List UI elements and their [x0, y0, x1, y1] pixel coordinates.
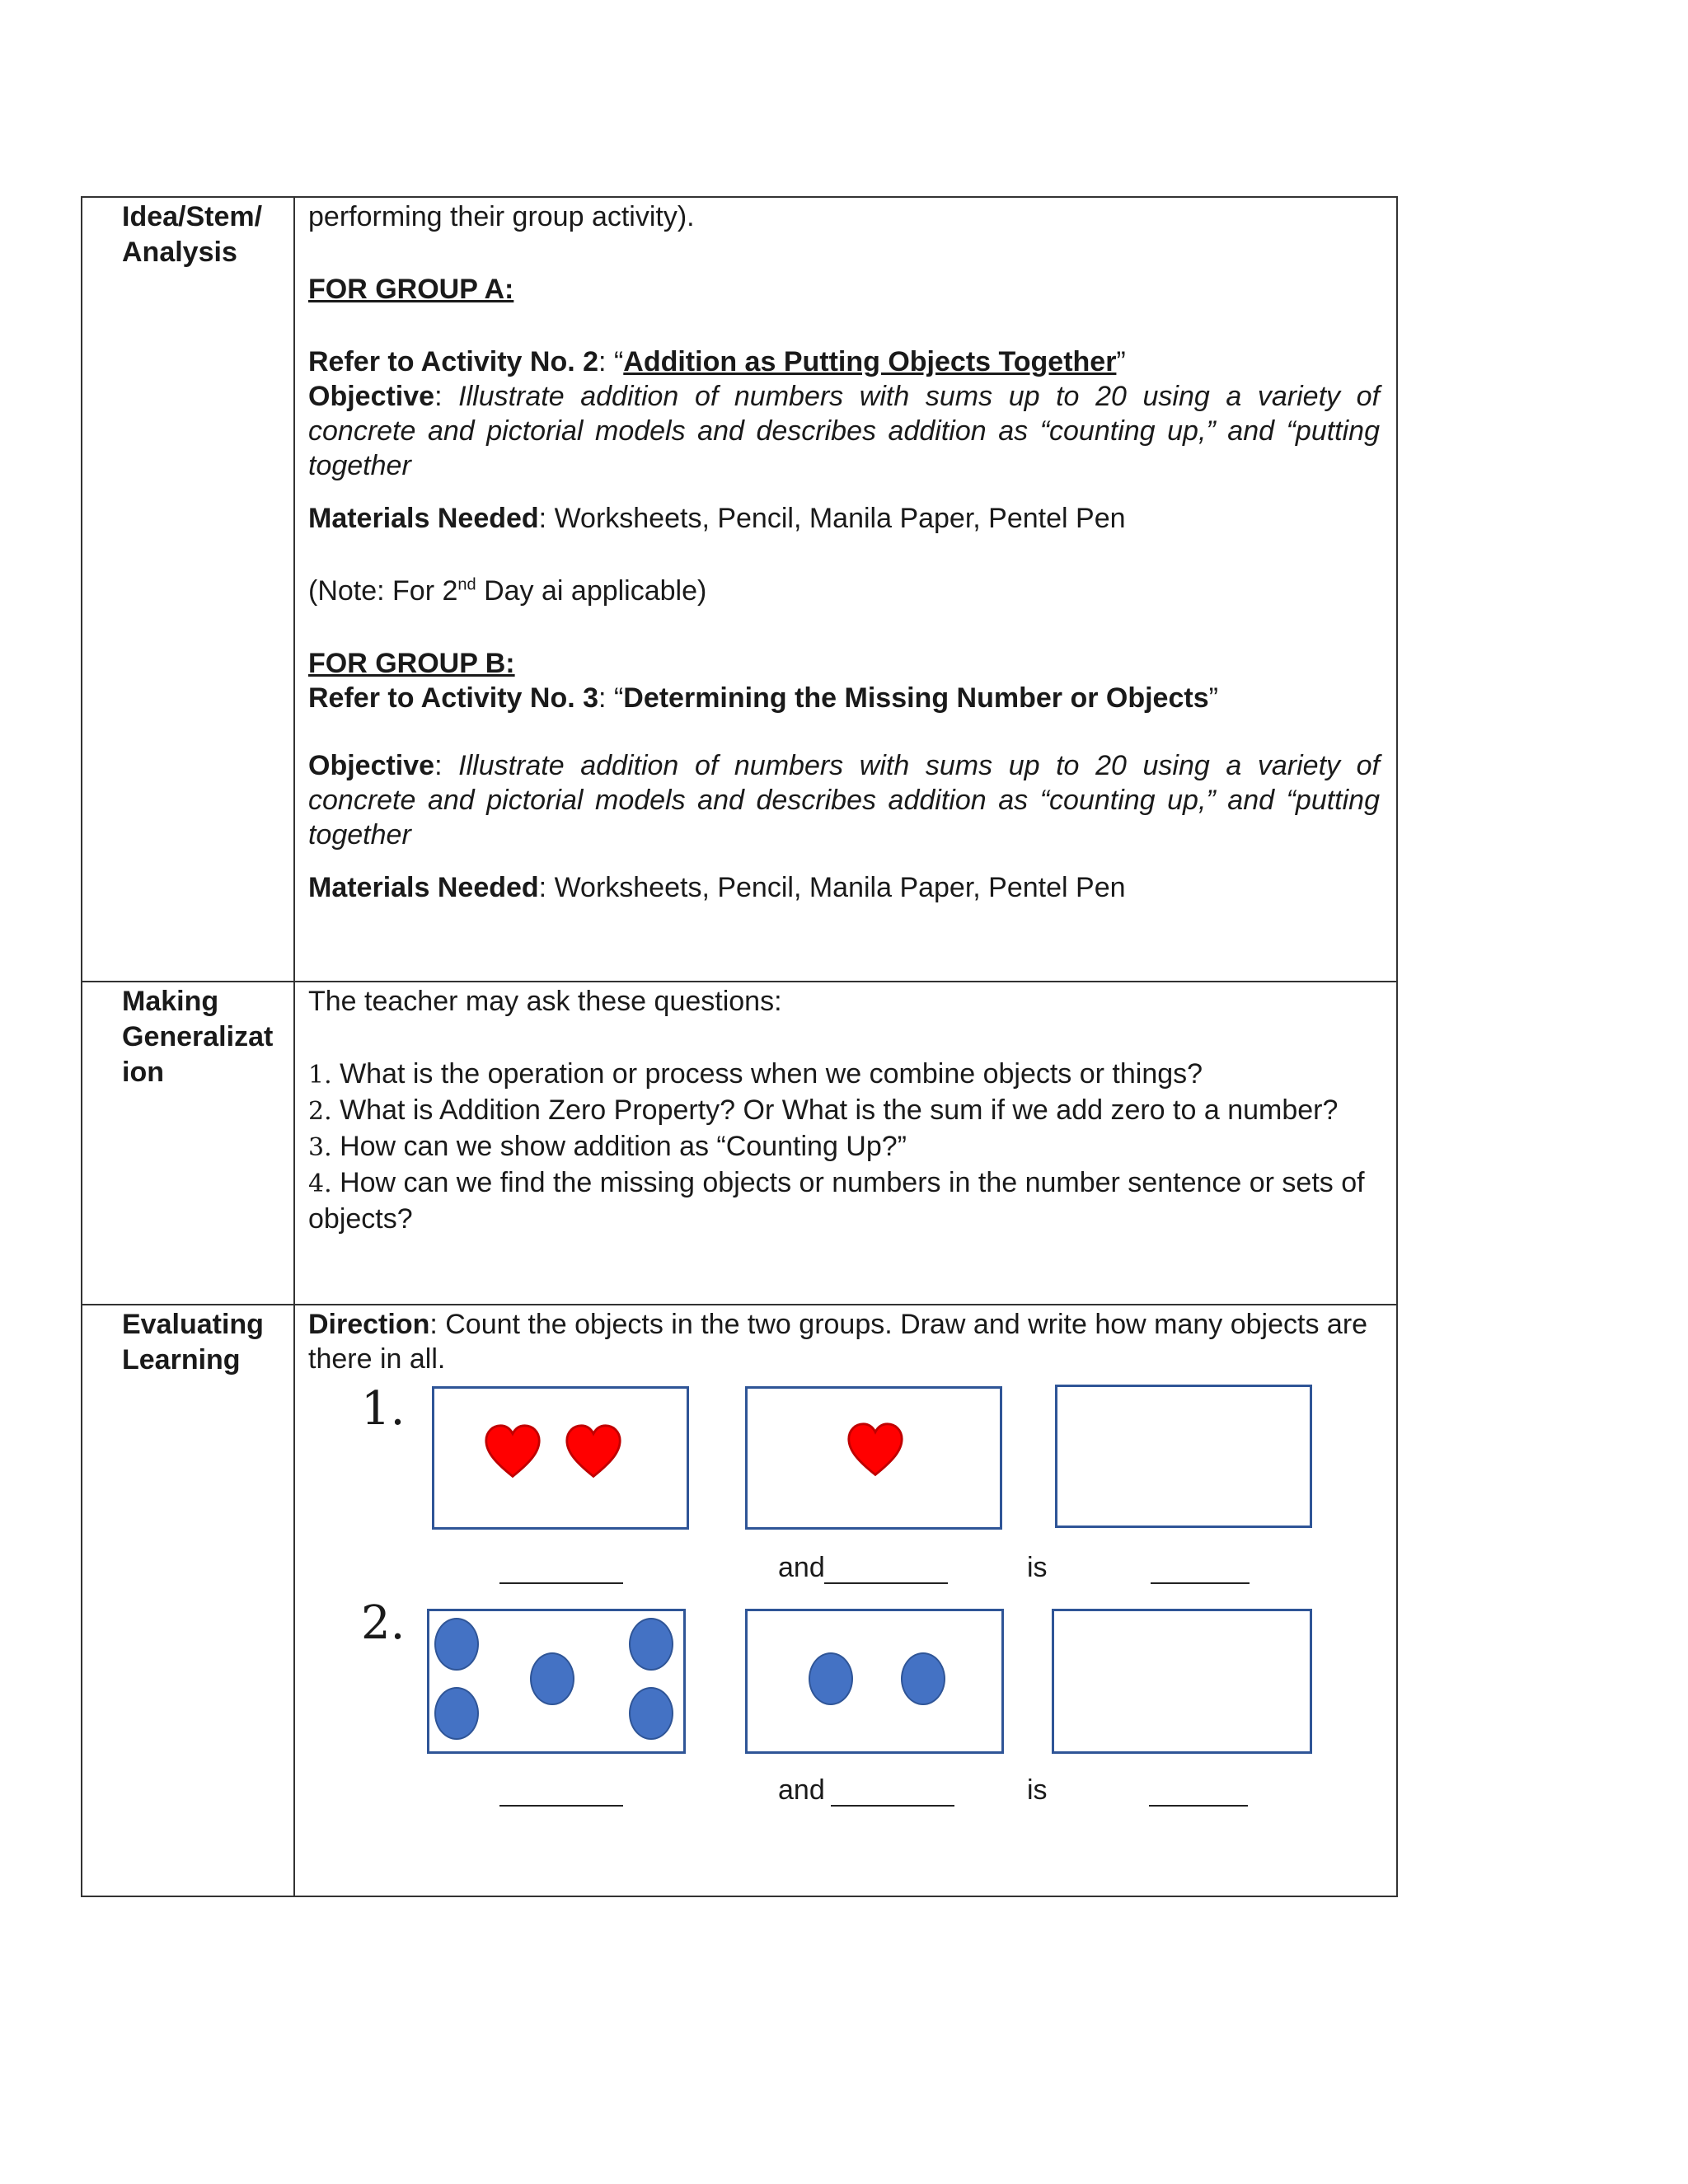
question-item: 4. How can we find the missing objects or numbers in the number sentence or sets of objects?: [308, 1167, 1365, 1235]
row-divider: [82, 1304, 1396, 1305]
answer-box[interactable]: [1052, 1609, 1312, 1754]
group-box-first: [427, 1609, 686, 1754]
group-box-first: [432, 1386, 689, 1530]
exercise-2: [308, 1594, 1380, 1806]
exercise-1: [308, 1380, 1380, 1583]
generalization-intro: The teacher may ask these questions:: [308, 986, 782, 1017]
circle-icon: [809, 1652, 853, 1705]
circle-icon: [434, 1687, 479, 1740]
circle-icon: [434, 1618, 479, 1671]
group-b-activity-ref: Refer to Activity No. 3: “Determining the Missing Number or Objects”: [308, 682, 1218, 714]
is-word: is: [1027, 1774, 1048, 1806]
circle-icon: [530, 1652, 574, 1705]
group-box-second: [745, 1609, 1004, 1754]
evaluation-direction: Direction: Count the objects in the two groups. Draw and write how many objects are there in all.: [308, 1309, 1368, 1375]
circle-icon: [629, 1687, 673, 1740]
row-divider: [82, 981, 1396, 982]
group-a-note: (Note: For 2nd Day ai applicable): [308, 575, 707, 607]
group-box-second: [745, 1386, 1002, 1530]
row-label-generalization: Making Generalizat ion: [122, 986, 274, 1088]
and-word: and: [778, 1774, 825, 1806]
question-item: 1. What is the operation or process when we combine objects or things?: [308, 1058, 1203, 1090]
heart-icon: [565, 1423, 622, 1481]
group-a-activity-ref: Refer to Activity No. 2: “Addition as Putting Objects Together”: [308, 346, 1126, 377]
exercise-number: 2.: [361, 1596, 406, 1650]
group-a-materials: Materials Needed: Worksheets, Pencil, Manila Paper, Pentel Pen: [308, 503, 1126, 534]
analysis-intro: performing their group activity).: [308, 201, 695, 232]
column-divider: [293, 198, 295, 1896]
is-word: is: [1027, 1552, 1048, 1583]
question-item: 3. How can we show addition as “Counting Up?”: [308, 1131, 907, 1162]
circle-icon: [629, 1618, 673, 1671]
lesson-plan-table: [81, 196, 1398, 1897]
row-label-evaluation: Evaluating Learning: [122, 1309, 264, 1376]
row-label-analysis: Idea/Stem/ Analysis: [122, 201, 263, 268]
question-list: [308, 1057, 1380, 1236]
answer-box[interactable]: [1055, 1385, 1312, 1528]
and-word: and: [778, 1552, 825, 1583]
answer-blank-second[interactable]: [831, 1805, 954, 1807]
group-b-objective: Objective: Illustrate addition of numbers with sums up to 20 using a variety of concrete and pictorial models and describes addition as “counting up,” and “putting together: [308, 750, 1380, 851]
answer-blank-total[interactable]: [1151, 1582, 1250, 1584]
answer-blank-first[interactable]: [499, 1805, 623, 1807]
answer-blank-first[interactable]: [499, 1582, 623, 1584]
heart-icon: [846, 1422, 904, 1479]
group-b-heading: FOR GROUP B:: [308, 648, 515, 679]
question-item: 2. What is Addition Zero Property? Or What is the sum if we add zero to a number?: [308, 1094, 1339, 1126]
group-a-objective: Objective: Illustrate addition of numbers with sums up to 20 using a variety of concrete and pictorial models and describes addition as “counting up,” and “putting together: [308, 381, 1380, 481]
exercise-number: 1.: [361, 1382, 406, 1436]
answer-blank-second[interactable]: [824, 1582, 948, 1584]
circle-icon: [901, 1652, 945, 1705]
heart-icon: [484, 1423, 542, 1481]
group-a-heading: FOR GROUP A:: [308, 274, 514, 305]
answer-blank-total[interactable]: [1149, 1805, 1248, 1807]
group-b-materials: Materials Needed: Worksheets, Pencil, Manila Paper, Pentel Pen: [308, 872, 1126, 903]
